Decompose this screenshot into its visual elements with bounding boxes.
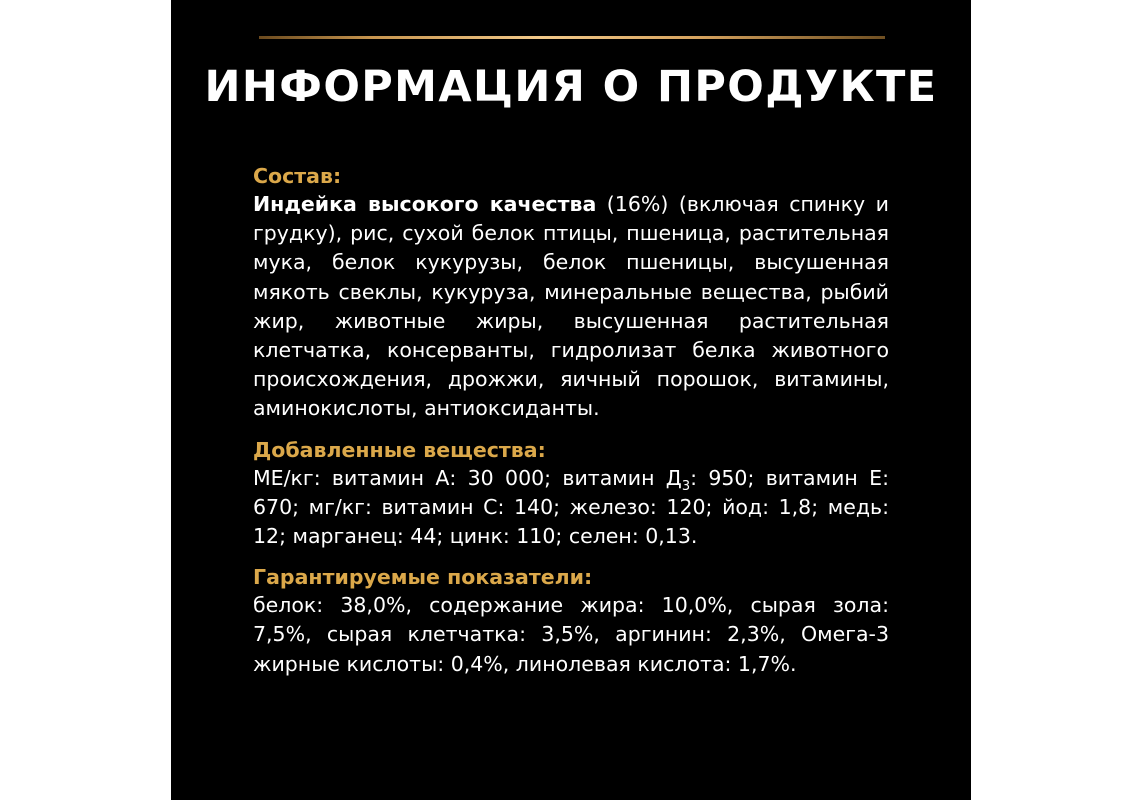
product-content <box>253 162 889 691</box>
additives-part-1: МЕ/кг: витамин А: 30 000; витамин Д <box>253 465 682 490</box>
guaranteed-text: белок: 38,0%, содержание жира: 10,0%, сырая зола: 7,5%, сырая клетчатка: 3,5%, аргинин: 2,3%, Омега-3 жирные кислоты: 0,4%, линолевая кислота: 1,7%. <box>253 593 889 676</box>
main-ingredient: Индейка высокого качества <box>253 192 597 216</box>
additives-part-2: : 950; витамин Е: 670; мг/кг: витамин С: 140; железо: 120; йод: 1,8; медь: 12; марганец: 44; цинк: 110; селен: 0,13. <box>253 465 889 549</box>
guaranteed-section <box>253 563 889 679</box>
composition-list: (16%) (включая спинку и грудку), рис, сухой белок птицы, пшеница, растительная мука, белок кукурузы, белок пшеницы, высушенная мякоть свеклы, кукуруза, минеральные вещества, рыбий жир, животные жиры, высушенная растительная клетчатка, консерванты, гидролизат белка животного происхождения, дрожжи, яичный порошок, витамины, аминокислоты, антиоксиданты. <box>253 192 889 421</box>
page-title: ИНФОРМАЦИЯ О ПРОДУКТЕ <box>204 62 938 112</box>
gold-divider-line <box>259 36 885 39</box>
guaranteed-heading: Гарантируемые показатели: <box>253 565 593 590</box>
product-info-panel <box>171 0 971 800</box>
additives-text <box>253 464 889 552</box>
additives-heading: Добавленные вещества: <box>253 437 546 462</box>
composition-section <box>253 162 889 424</box>
vitamin-d-subscript: 3 <box>681 478 691 494</box>
composition-heading: Состав: <box>253 164 342 188</box>
composition-text <box>253 190 889 424</box>
additives-section <box>253 436 889 552</box>
